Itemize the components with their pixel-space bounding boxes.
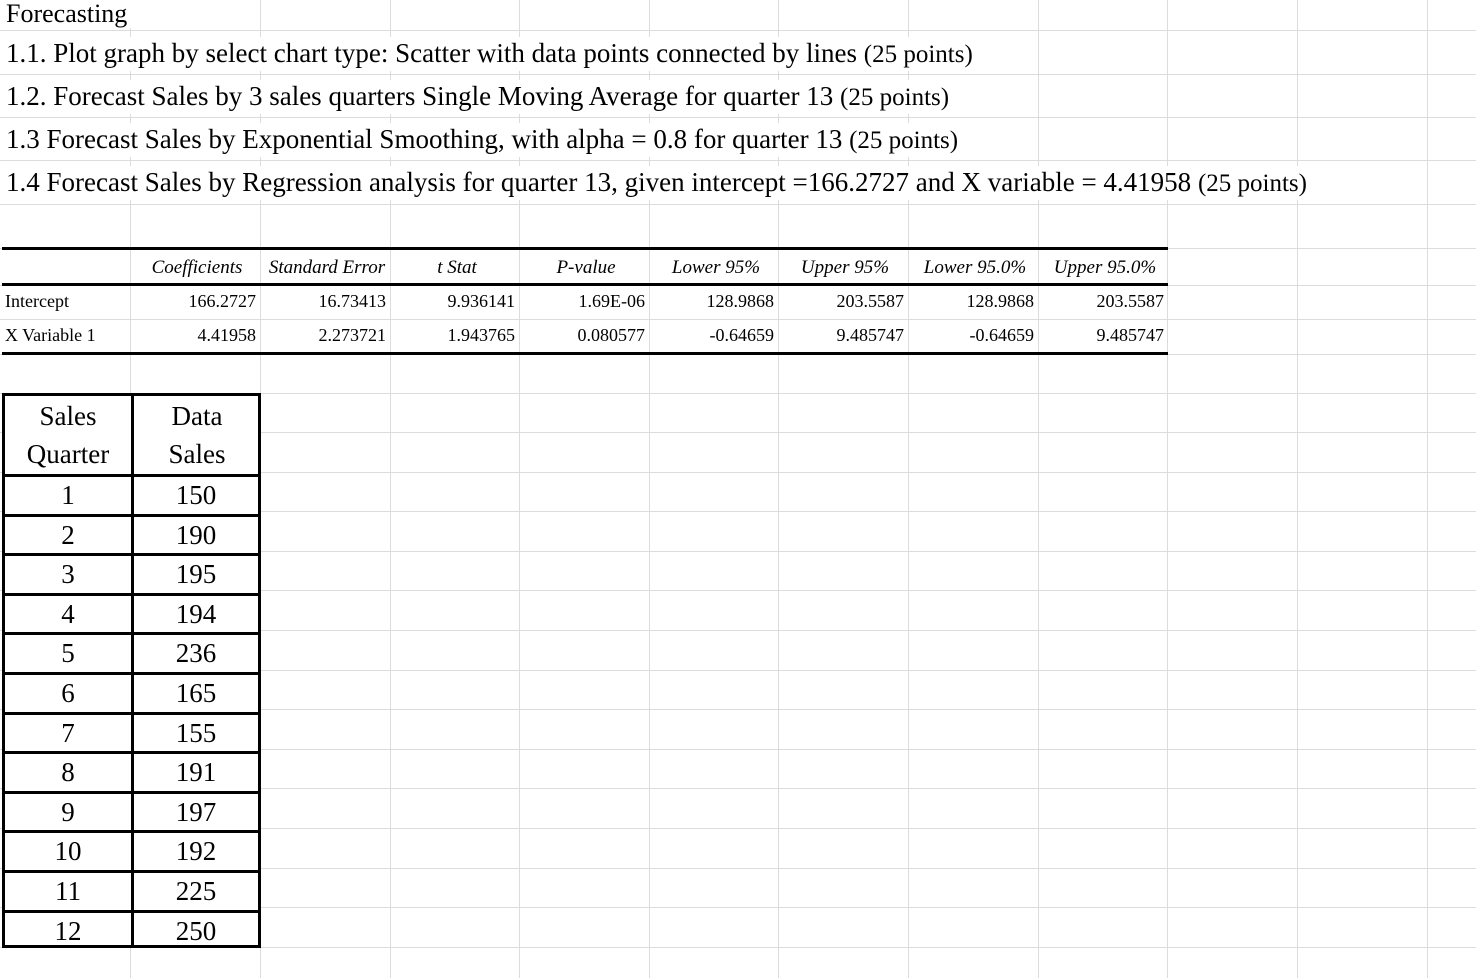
quarter-cell[interactable]: 4 xyxy=(61,599,75,629)
sales-cell[interactable]: 195 xyxy=(175,559,217,589)
cell[interactable]: 16.73413 xyxy=(318,291,386,311)
table-row xyxy=(5,910,258,950)
table-row xyxy=(5,632,258,672)
sales-cell[interactable]: 250 xyxy=(175,916,217,946)
cell[interactable]: 9.936141 xyxy=(447,291,515,311)
table-row xyxy=(5,474,258,514)
grid-row-line xyxy=(0,160,1476,161)
task-1-3[interactable] xyxy=(6,123,964,157)
table-row xyxy=(5,712,258,752)
header-t-stat[interactable]: t Stat xyxy=(437,257,477,278)
sales-cell[interactable]: 191 xyxy=(175,757,217,787)
header-upper-95-0[interactable]: Upper 95.0% xyxy=(1053,257,1157,278)
quarter-cell[interactable]: 11 xyxy=(55,876,81,906)
grid-col-line xyxy=(1427,0,1428,978)
task-text: 1.2. Forecast Sales by 3 sales quarters Single Moving Average for quarter 13 xyxy=(6,81,834,111)
grid-col-line xyxy=(1167,0,1168,978)
cell[interactable]: 9.485747 xyxy=(836,325,904,345)
header-line: Quarter xyxy=(26,439,110,469)
cell[interactable]: 2.273721 xyxy=(318,325,386,345)
grid-col-line xyxy=(1297,0,1298,978)
task-points: (25 points) xyxy=(1197,170,1307,197)
row-label-x-variable[interactable]: X Variable 1 xyxy=(5,325,96,345)
regression-table xyxy=(2,247,1168,355)
header-data-sales[interactable] xyxy=(134,396,260,475)
task-text: 1.1. Plot graph by select chart type: Scatter with data points connected by lines xyxy=(6,38,858,68)
quarter-cell[interactable]: 3 xyxy=(61,559,75,589)
sales-cell[interactable]: 197 xyxy=(175,797,217,827)
header-line: Data xyxy=(171,401,223,431)
task-1-1[interactable] xyxy=(6,37,979,71)
header-standard-error[interactable]: Standard Error xyxy=(268,257,386,278)
header-lower-95[interactable]: Lower 95% xyxy=(671,257,761,278)
quarter-cell[interactable]: 9 xyxy=(61,797,75,827)
grid-col-line xyxy=(1038,0,1039,978)
quarter-cell[interactable]: 7 xyxy=(61,718,75,748)
sales-cell[interactable]: 190 xyxy=(175,520,217,550)
header-lower-95-0[interactable]: Lower 95.0% xyxy=(923,257,1027,278)
task-points: (25 points) xyxy=(863,41,973,68)
cell[interactable]: 128.9868 xyxy=(706,291,774,311)
sales-cell[interactable]: 155 xyxy=(175,718,217,748)
header-sales-quarter[interactable] xyxy=(5,396,131,475)
cell[interactable]: 1.943765 xyxy=(447,325,515,345)
cell[interactable]: 166.2727 xyxy=(188,291,256,311)
cell[interactable]: 0.080577 xyxy=(577,325,645,345)
task-points: (25 points) xyxy=(849,127,959,154)
quarter-cell[interactable]: 12 xyxy=(54,916,82,946)
quarter-cell[interactable]: 10 xyxy=(54,836,82,866)
header-coefficients[interactable]: Coefficients xyxy=(151,257,243,278)
quarter-cell[interactable]: 5 xyxy=(61,638,75,668)
cell[interactable]: 203.5587 xyxy=(1096,291,1164,311)
quarter-cell[interactable]: 8 xyxy=(61,757,75,787)
grid-row-line xyxy=(0,74,1476,75)
row-label-intercept[interactable]: Intercept xyxy=(5,291,69,311)
table-row xyxy=(5,830,258,870)
cell[interactable]: 4.41958 xyxy=(197,325,256,345)
header-line: Sales xyxy=(39,401,97,431)
sales-cell[interactable]: 225 xyxy=(175,876,217,906)
table-row xyxy=(5,791,258,831)
grid-row-line xyxy=(0,30,1476,31)
header-p-value[interactable]: P-value xyxy=(556,257,616,278)
sheet-title[interactable]: Forecasting xyxy=(6,0,133,28)
sales-cell[interactable]: 150 xyxy=(175,480,217,510)
cell[interactable]: -0.64659 xyxy=(969,325,1034,345)
table-border-bottom xyxy=(2,352,1168,355)
table-row xyxy=(5,553,258,593)
header-line: Sales xyxy=(168,439,226,469)
sales-cell[interactable]: 194 xyxy=(175,599,217,629)
cell[interactable]: 203.5587 xyxy=(836,291,904,311)
sales-cell[interactable]: 192 xyxy=(175,836,217,866)
cell[interactable]: -0.64659 xyxy=(709,325,774,345)
table-row xyxy=(5,870,258,910)
sales-cell[interactable]: 236 xyxy=(175,638,217,668)
grid-row-line xyxy=(0,204,1476,205)
task-text: 1.4 Forecast Sales by Regression analysis for quarter 13, given intercept =166.2727 and X variable = 4.41958 xyxy=(6,167,1192,197)
table-border-top xyxy=(2,247,1168,250)
quarter-cell[interactable]: 2 xyxy=(61,520,75,550)
cell[interactable]: 128.9868 xyxy=(966,291,1034,311)
task-1-2[interactable] xyxy=(6,80,955,114)
task-text: 1.3 Forecast Sales by Exponential Smoothing, with alpha = 0.8 for quarter 13 xyxy=(6,124,843,154)
task-1-4[interactable] xyxy=(6,166,1313,200)
quarter-cell[interactable]: 1 xyxy=(61,480,75,510)
cell[interactable]: 1.69E-06 xyxy=(578,291,645,311)
table-row xyxy=(5,593,258,633)
sales-data-table xyxy=(2,393,261,948)
cell[interactable]: 9.485747 xyxy=(1096,325,1164,345)
table-row xyxy=(5,514,258,554)
grid-row-line xyxy=(0,117,1476,118)
table-row xyxy=(5,751,258,791)
quarter-cell[interactable]: 6 xyxy=(61,678,75,708)
table-row xyxy=(5,672,258,712)
task-points: (25 points) xyxy=(840,84,950,111)
sales-cell[interactable]: 165 xyxy=(175,678,217,708)
header-upper-95[interactable]: Upper 95% xyxy=(800,257,890,278)
